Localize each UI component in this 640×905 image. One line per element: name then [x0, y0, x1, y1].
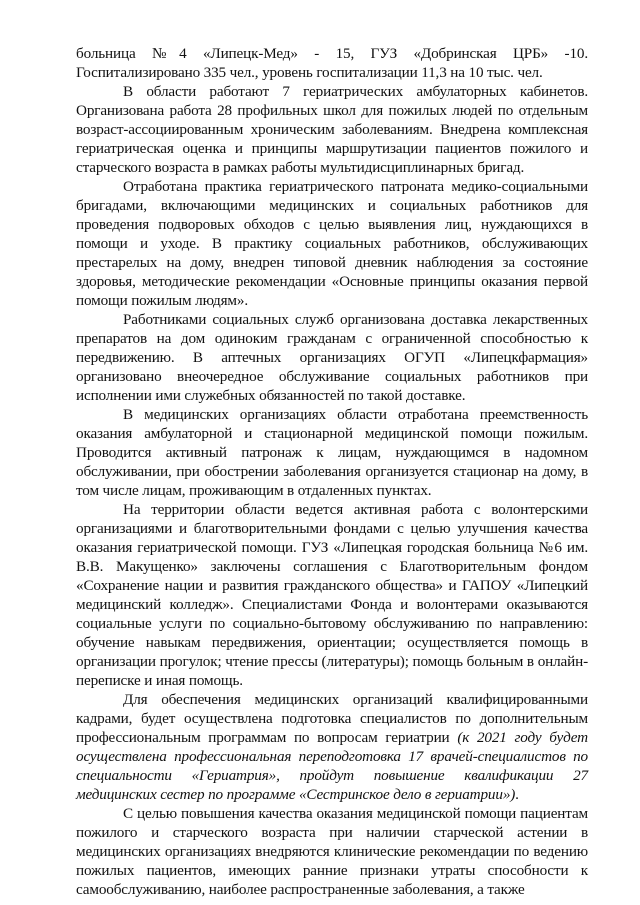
document-page	[76, 44, 588, 899]
paragraph-patronage: Отработана практика гериатрического патроната медико-социальными бригадами, включающими медицинских и социальных работников для проведения подворовых обходов с целью выявления лиц, нуждающихся в помощи и уходе. В практику социальных работников, обслуживающих престарелых на дому, внедрен типовой дневник наблюдения за состояние здоровья, методические рекомендации «Основные принципы оказания первой помощи пожилым людям».	[76, 178, 588, 309]
paragraph-medicine-delivery: Работниками социальных служб организована доставка лекарственных препаратов на дом одиноким гражданам с ограниченной способностью к передвижению. В аптечных организациях ОГУП «Липецкфармация» организовано внеочередное обслуживание социальных работников при исполнении ими служебных обязанностей по такой доставке.	[76, 311, 588, 404]
staff-training-italic-note: (к 2021 году будет осуществлена профессиональная переподготовка 17 врачей-специалистов по специальности «Гериатрия», пройдут повышение квалификации 27 медицинских сестер по программе «Сестринское дело в гериатрии»)	[76, 729, 588, 803]
paragraph-continuity-of-care: В медицинских организациях области отработана преемственность оказания амбулаторной и стационарной медицинской помощи пожилым. Проводится активный патронаж к лицам, нуждающимся в надомном обслуживании, при обострении заболевания организуется стационар на дому, в том числе лицам, проживающим в отдаленных пунктах.	[76, 406, 588, 499]
paragraph-clinical-guidelines: С целью повышения качества оказания медицинской помощи пациентам пожилого и старческого возраста при наличии старческой астении в медицинских организациях внедряются клинические рекомендации по ведению пожилых пациентов, имеющих ранние признаки утраты способности к самообслуживанию, наиболее распространенные заболевания, а также	[76, 805, 588, 898]
staff-training-text: Для обеспечения медицинских организаций квалифицированными кадрами, будет осуществлена подготовка специалистов по дополнительным профессиональным программам по вопросам гериатрии	[76, 691, 588, 746]
paragraph-volunteers: На территории области ведется активная работа с волонтерскими организациями и благотворительными фондами с целью улучшения качества оказания гериатрической помощи. ГУЗ «Липецкая городская больница №6 им. В.В. Макущенко» заключены соглашения с Благотворительным фондом «Сохранение нации и развития гражданского общества» и ГАПОУ «Липецкий медицинский колледж». Специалистами Фонда и волонтерами оказываются социальные услуги по социально-бытовому обслуживанию по направлению: обучение навыкам передвижения, ориентации; осуществляется помощь в организации прогулок; чтение прессы (литературы); помощь больным в онлайн-переписке и иная помощь.	[76, 501, 588, 689]
staff-training-tail: .	[515, 786, 519, 803]
paragraph-staff-training	[76, 690, 588, 804]
paragraph-geriatric-cabinets: В области работают 7 гериатрических амбулаторных кабинетов. Организована работа 28 профильных школ для пожилых людей по отдельным возраст-ассоциированным хроническим заболеваниям. Внедрена комплексная гериатрическая оценка и принципы маршрутизации пациентов пожилого и старческого возраста в рамках работы мультидисциплинарных бригад.	[76, 83, 588, 176]
paragraph-hospital-stats: больница №4 «Липецк-Мед» - 15, ГУЗ «Добринская ЦРБ» -10. Госпитализировано 335 чел., уровень госпитализации 11,3 на 10 тыс. чел.	[76, 45, 588, 81]
